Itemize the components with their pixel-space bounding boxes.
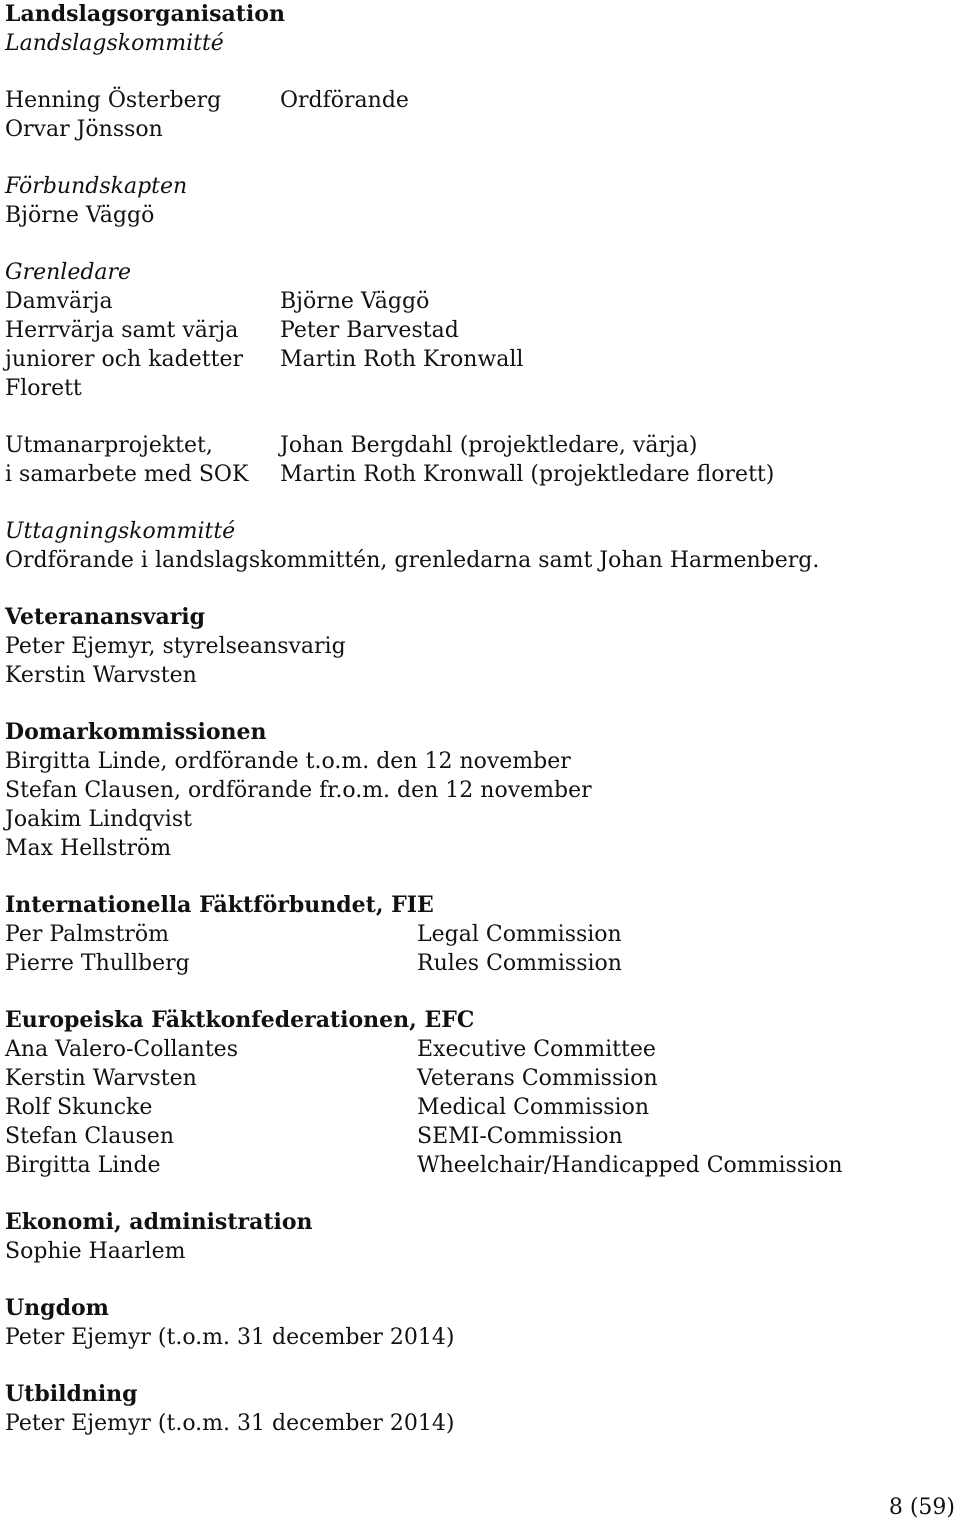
ungdom-name: Peter Ejemyr (t.o.m. 31 december 2014) [5,1325,455,1350]
org-subheading: Landslagskommitté [5,31,224,56]
fie-row [5,920,955,949]
forbundskapten-name: Björne Väggö [5,203,155,228]
gren-leader: Peter Barvestad [280,318,459,343]
utmanar-left: i samarbete med SOK [5,462,249,487]
veteran-label: Veteranansvarig [5,604,206,630]
gren-leader: Björne Väggö [280,289,430,314]
org-heading: Landslagsorganisation [5,1,285,27]
efc-row [5,1064,955,1093]
efc-role: Medical Commission [417,1095,649,1120]
efc-role: Veterans Commission [417,1066,658,1091]
ungdom-label: Ungdom [5,1295,109,1321]
veteran-line: Kerstin Warvsten [5,663,197,688]
document-page [5,0,955,1438]
member-role: Ordförande [280,88,409,113]
fie-label: Internationella Fäktförbundet, FIE [5,892,434,918]
grenledare-row [5,374,955,403]
efc-name: Birgitta Linde [5,1153,161,1178]
utmanar-left: Utmanarprojektet, [5,433,213,458]
efc-name: Kerstin Warvsten [5,1066,197,1091]
efc-role: Wheelchair/Handicapped Commission [417,1153,843,1178]
efc-row [5,1151,955,1180]
ekonomi-name: Sophie Haarlem [5,1239,186,1264]
page-number: 8 (59) [888,1495,955,1520]
ekonomi-label: Ekonomi, administration [5,1209,313,1235]
grenledare-label: Grenledare [5,260,132,285]
forbundskapten-label: Förbundskapten [5,174,188,199]
member-name: Henning Österberg [5,88,222,113]
efc-role: SEMI-Commission [417,1124,623,1149]
domar-line: Joakim Lindqvist [5,807,192,832]
fie-role: Rules Commission [417,951,622,976]
utmanar-row [5,460,955,489]
efc-label: Europeiska Fäktkonfederationen, EFC [5,1007,475,1033]
domar-line: Birgitta Linde, ordförande t.o.m. den 12 november [5,749,571,774]
utmanar-right: Johan Bergdahl (projektledare, värja) [280,433,698,458]
gren-name: juniorer och kadetter [5,347,243,372]
gren-leader: Martin Roth Kronwall [280,347,524,372]
utmanar-row [5,431,955,460]
domar-label: Domarkommissionen [5,719,267,745]
fie-row [5,949,955,978]
gren-name: Florett [5,376,82,401]
efc-role: Executive Committee [417,1037,656,1062]
fie-name: Per Palmström [5,922,169,947]
efc-name: Ana Valero-Collantes [5,1037,238,1062]
uttagning-text: Ordförande i landslagskommittén, grenledarna samt Johan Harmenberg. [5,548,820,573]
grenledare-row [5,345,955,374]
fie-role: Legal Commission [417,922,622,947]
member-name: Orvar Jönsson [5,117,163,142]
efc-name: Rolf Skuncke [5,1095,153,1120]
fie-name: Pierre Thullberg [5,951,190,976]
domar-line: Stefan Clausen, ordförande fr.o.m. den 12 november [5,778,592,803]
uttagning-label: Uttagningskommitté [5,519,236,544]
member-role [280,115,955,144]
utbildning-label: Utbildning [5,1381,138,1407]
kommitte-row [5,86,955,115]
utmanar-right: Martin Roth Kronwall (projektledare florett) [280,462,775,487]
gren-name: Herrvärja samt värja [5,318,239,343]
utbildning-name: Peter Ejemyr (t.o.m. 31 december 2014) [5,1411,455,1436]
efc-row [5,1093,955,1122]
efc-row [5,1035,955,1064]
efc-name: Stefan Clausen [5,1124,174,1149]
grenledare-row [5,287,955,316]
grenledare-row [5,316,955,345]
kommitte-row [5,115,955,144]
gren-name: Damvärja [5,289,113,314]
gren-leader [280,374,955,403]
efc-row [5,1122,955,1151]
veteran-line: Peter Ejemyr, styrelseansvarig [5,634,346,659]
domar-line: Max Hellström [5,836,172,861]
